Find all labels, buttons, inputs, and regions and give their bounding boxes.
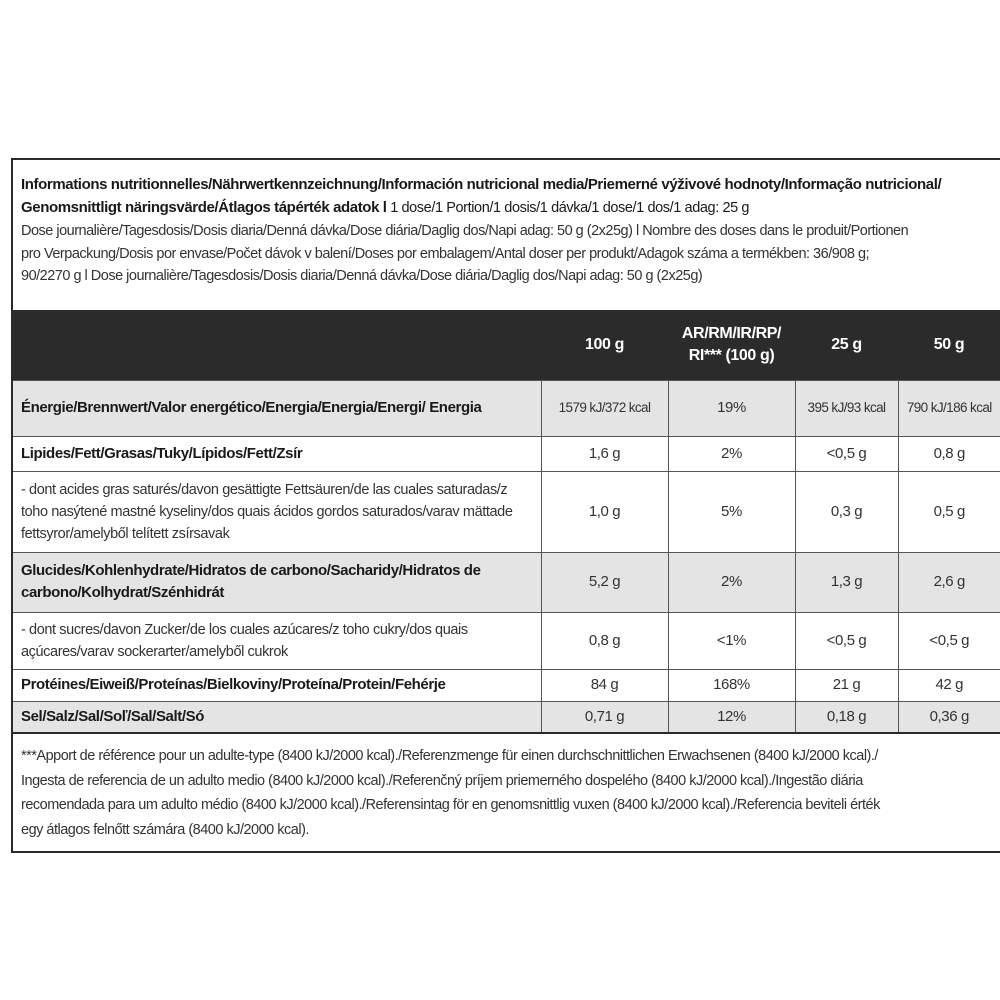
row-label-saturates: - dont acides gras saturés/davon gesättigte Fettsäuren/de las cuales saturadas/z toho nasýtené mastné kyseliny/dos quais ácidos gordos saturados/varav mättade fettsyror/amelyből telített zsírsavak [13,471,541,552]
footnote-line-3: recomendada para um adulto médio (8400 kJ/2000 kcal)./Referensintag för en genomsnittlig vuxen (8400 kJ/2000 kcal)./Referencia beviteli érték [21,797,880,813]
cell-sugars-25g: <0,5 g [795,612,898,669]
title-line-2-bold: Genomsnittligt näringsvärde/Átlagos tápérték adatok l [21,199,387,216]
table-row [13,701,1000,733]
cell-energy-50g: 790 kJ/186 kcal [898,380,1000,436]
cell-saturates-ri: 5% [668,471,795,552]
cell-energy-100g: 1579 kJ/372 kcal [541,380,668,436]
cell-fat-ri: 2% [668,436,795,471]
cell-saturates-50g: 0,5 g [898,471,1000,552]
table-row [13,612,1000,669]
cell-energy-ri: 19% [668,380,795,436]
footnote-line-4: egy átlagos felnőtt számára (8400 kJ/2000 kcal). [21,821,309,838]
footnote [13,734,1000,842]
cell-carbohydrate-100g: 5,2 g [541,552,668,612]
table-row [13,380,1000,436]
row-label-fat: Lipides/Fett/Grasas/Tuky/Lípidos/Fett/Zsír [13,436,541,471]
header-reference-intake [668,310,795,380]
cell-energy-25g: 395 kJ/93 kcal [795,380,898,436]
cell-sugars-100g: 0,8 g [541,612,668,669]
footnote-line-1: ***Apport de référence pour un adulte-type (8400 kJ/2000 kcal)./Referenzmenge für einen durchschnittlichen Erwachsenen (8400 kJ/2000 kcal)./ [21,748,878,764]
table-row [13,436,1000,471]
cell-sugars-50g: <0,5 g [898,612,1000,669]
doses-line-3: 90/2270 g l Dose journalière/Tagesdosis/Dosis diaria/Denná dávka/Dose diária/Daglig dos/Napi adag: 50 g (2x25g) [21,268,703,284]
cell-protein-ri: 168% [668,669,795,701]
doses-line-2: pro Verpackung/Dosis por envase/Počet dávok v balení/Doses por embalagem/Antal doser per produkt/Adagok száma a termékben: 36/908 g; [21,245,870,262]
cell-protein-100g: 84 g [541,669,668,701]
header-per-50g: 50 g [933,335,965,353]
table-header-row [13,310,1000,380]
cell-salt-100g: 0,71 g [541,701,668,733]
row-label-sugars: - dont sucres/davon Zucker/de los cuales azúcares/z toho cukry/dos quais açúcares/varav sockerarter/amelyből cukrok [13,612,541,669]
nutrition-panel [11,158,1000,853]
row-label-carbohydrate: Glucides/Kohlenhydrate/Hidratos de carbono/Sacharidy/Hidratos de carbono/Kolhydrat/Szénhidrát [13,552,541,612]
header-per-25g: 25 g [831,335,862,353]
cell-salt-ri: 12% [668,701,795,733]
row-label-salt: Sel/Salz/Sal/Soľ/Sal/Salt/Só [13,701,541,733]
table-row [13,552,1000,612]
portion-size-text: 1 dose/1 Portion/1 dosis/1 dávka/1 dose/1 dos/1 adag: 25 g [386,200,750,216]
intro-section [13,160,1000,310]
cell-fat-50g: 0,8 g [898,436,1000,471]
row-label-protein: Protéines/Eiweiß/Proteínas/Bielkoviny/Proteína/Protein/Fehérje [13,669,541,701]
cell-protein-25g: 21 g [795,669,898,701]
header-ri-line-2: RI*** (100 g) [688,346,775,364]
title-line-2 [21,196,1000,220]
header-per-100g: 100 g [585,335,624,353]
cell-fat-100g: 1,6 g [541,436,668,471]
cell-protein-50g: 42 g [898,669,1000,701]
table-row [13,471,1000,552]
table-row [13,669,1000,701]
cell-saturates-25g: 0,3 g [795,471,898,552]
footnote-line-2: Ingesta de referencia de un adulto medio (8400 kJ/2000 kcal)./Referenčný príjem priemerného dospelého (8400 kJ/2000 kcal)./Ingestão diária [21,772,863,789]
row-label-energy: Énergie/Brennwert/Valor energético/Energia/Energia/Energi/ Energia [13,380,541,436]
cell-carbohydrate-ri: 2% [668,552,795,612]
cell-sugars-ri: <1% [668,612,795,669]
doses-line-1: Dose journalière/Tagesdosis/Dosis diaria/Denná dávka/Dose diária/Daglig dos/Napi adag: 50 g (2x25g) l Nombre des doses dans le produit/Portionen [21,223,909,239]
nutrition-table [13,310,1000,734]
header-nutrient [13,310,541,380]
cell-salt-25g: 0,18 g [795,701,898,733]
header-ri-line-1: AR/RM/IR/RP/ [681,324,782,342]
cell-salt-50g: 0,36 g [898,701,1000,733]
cell-saturates-100g: 1,0 g [541,471,668,552]
cell-carbohydrate-50g: 2,6 g [898,552,1000,612]
cell-fat-25g: <0,5 g [795,436,898,471]
cell-carbohydrate-25g: 1,3 g [795,552,898,612]
title-line-1: Informations nutritionnelles/Nährwertkennzeichnung/Información nutricional media/Priemerné výživové hodnoty/Informação nutricional/ [21,176,942,193]
